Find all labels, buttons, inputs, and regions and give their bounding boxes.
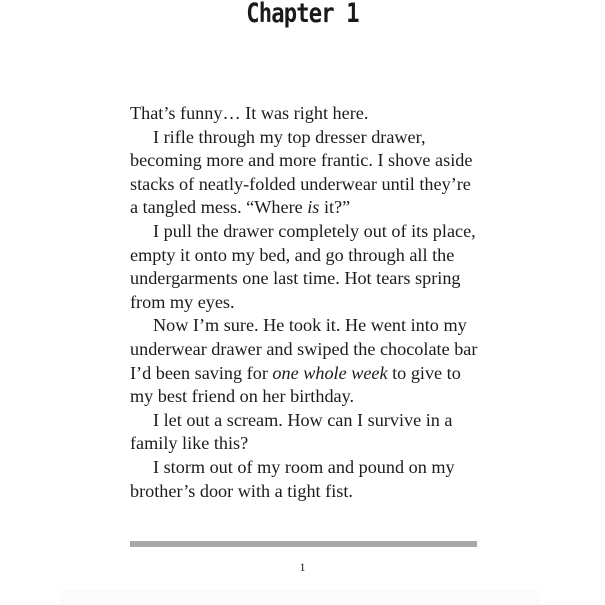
paragraph-3 [130,220,480,314]
paragraph-text-after: it?” [319,197,351,218]
paragraph-text: I storm out of my room and pound on my brother’s door with a tight fist. [130,456,455,501]
paragraph-text-after: to give to my best friend on her birthday. [130,362,461,407]
paragraph-1 [130,102,480,126]
page-edge-shadow [60,590,540,605]
emphasis-text: one whole week [272,362,388,383]
paragraph-4 [130,314,480,408]
page-number: 1 [299,560,306,574]
paragraph-6 [130,456,480,503]
paragraph-text: That’s funny… It was right here. [130,103,369,123]
emphasis-text: is [307,197,320,218]
paragraph-2 [130,126,480,220]
paragraph-text: Now I’m sure. He took it. He went into my underwear drawer and swiped the chocolate bar I’d been saving for [130,315,478,383]
paragraph-5 [130,409,480,456]
chapter-title: Chapter 1 [246,0,359,29]
footer-rule [130,541,477,547]
paragraph-text: I rifle through my top dresser drawer, becoming more and more frantic. I shove aside stacks of neatly-folded underwear until they’re a tangled mess. “Where [130,126,473,218]
chapter-body [130,102,480,503]
paragraph-text: I let out a scream. How can I survive in a family like this? [130,409,453,454]
paragraph-text: I pull the drawer completely out of its place, empty it onto my bed, and go through all the undergarments one last time. Hot tears spring from my eyes. [130,220,476,312]
